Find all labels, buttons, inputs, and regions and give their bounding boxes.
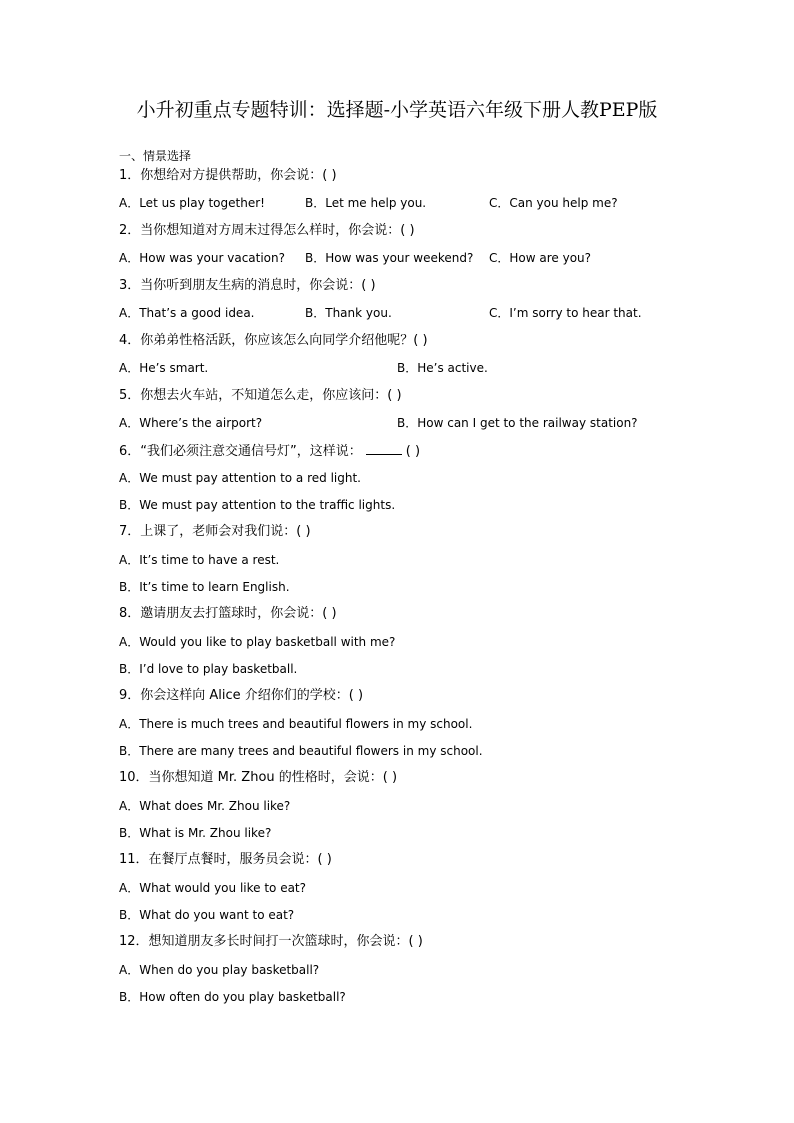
- option-3b[interactable]: B．Thank you.: [305, 306, 392, 320]
- option-9b[interactable]: B．There are many trees and beautiful flowers in my school.: [119, 744, 483, 758]
- option-10a[interactable]: A．What does Mr. Zhou like?: [119, 799, 291, 813]
- section-heading: 一、情景选择: [119, 149, 192, 163]
- question-2: 2．当你想知道对方周末过得怎么样时，你会说：( ): [119, 223, 415, 238]
- option-11a[interactable]: A．What would you like to eat?: [119, 881, 307, 895]
- question-6: [119, 442, 420, 460]
- option-1b[interactable]: B．Let me help you.: [305, 196, 427, 210]
- question-6-text: 6．“我们必须注意交通信号灯”，这样说：: [119, 444, 362, 459]
- question-5: 5．你想去火车站，不知道怎么走，你应该问：( ): [119, 388, 402, 403]
- question-3: 3．当你听到朋友生病的消息时，你会说：( ): [119, 278, 376, 293]
- option-12b[interactable]: B．How often do you play basketball?: [119, 990, 346, 1004]
- document-title: 小升初重点专题特训：选择题-小学英语六年级下册人教PEP版: [136, 99, 658, 121]
- option-6b[interactable]: B．We must pay attention to the traffic lights.: [119, 498, 396, 512]
- option-2a[interactable]: A．How was your vacation?: [119, 251, 285, 265]
- question-7: 7．上课了，老师会对我们说：( ): [119, 524, 311, 539]
- option-6a[interactable]: A．We must pay attention to a red light.: [119, 471, 361, 485]
- question-12: 12．想知道朋友多长时间打一次篮球时，你会说：( ): [119, 934, 423, 949]
- question-1: 1．你想给对方提供帮助，你会说：( ): [119, 168, 337, 183]
- question-4: 4．你弟弟性格活跃，你应该怎么向同学介绍他呢？( ): [119, 333, 428, 348]
- option-9a[interactable]: A．There is much trees and beautiful flowers in my school.: [119, 717, 473, 731]
- option-11b[interactable]: B．What do you want to eat?: [119, 908, 295, 922]
- option-8b[interactable]: B．I’d love to play basketball.: [119, 662, 298, 676]
- option-10b[interactable]: B．What is Mr. Zhou like?: [119, 826, 272, 840]
- option-1a[interactable]: A．Let us play together!: [119, 196, 265, 210]
- option-5b[interactable]: B．How can I get to the railway station?: [397, 416, 638, 430]
- question-6-bracket: ( ): [405, 444, 421, 459]
- option-12a[interactable]: A．When do you play basketball?: [119, 963, 320, 977]
- option-2b[interactable]: B．How was your weekend?: [305, 251, 474, 265]
- option-4b[interactable]: B．He’s active.: [397, 361, 488, 375]
- option-1c[interactable]: C．Can you help me?: [489, 196, 618, 210]
- option-5a[interactable]: A．Where’s the airport?: [119, 416, 263, 430]
- option-4a[interactable]: A．He’s smart.: [119, 361, 209, 375]
- option-8a[interactable]: A．Would you like to play basketball with me?: [119, 635, 396, 649]
- answer-blank[interactable]: [366, 442, 402, 455]
- question-9: 9．你会这样向 Alice 介绍你们的学校：( ): [119, 688, 364, 703]
- option-7a[interactable]: A．It’s time to have a rest.: [119, 553, 280, 567]
- question-11: 11．在餐厅点餐时，服务员会说：( ): [119, 852, 332, 867]
- question-10: 10．当你想知道 Mr. Zhou 的性格时，会说：( ): [119, 770, 398, 785]
- option-7b[interactable]: B．It’s time to learn English.: [119, 580, 290, 594]
- question-8: 8．邀请朋友去打篮球时，你会说：( ): [119, 606, 337, 621]
- option-2c[interactable]: C．How are you?: [489, 251, 592, 265]
- option-3a[interactable]: A．That’s a good idea.: [119, 306, 255, 320]
- option-3c[interactable]: C．I’m sorry to hear that.: [489, 306, 642, 320]
